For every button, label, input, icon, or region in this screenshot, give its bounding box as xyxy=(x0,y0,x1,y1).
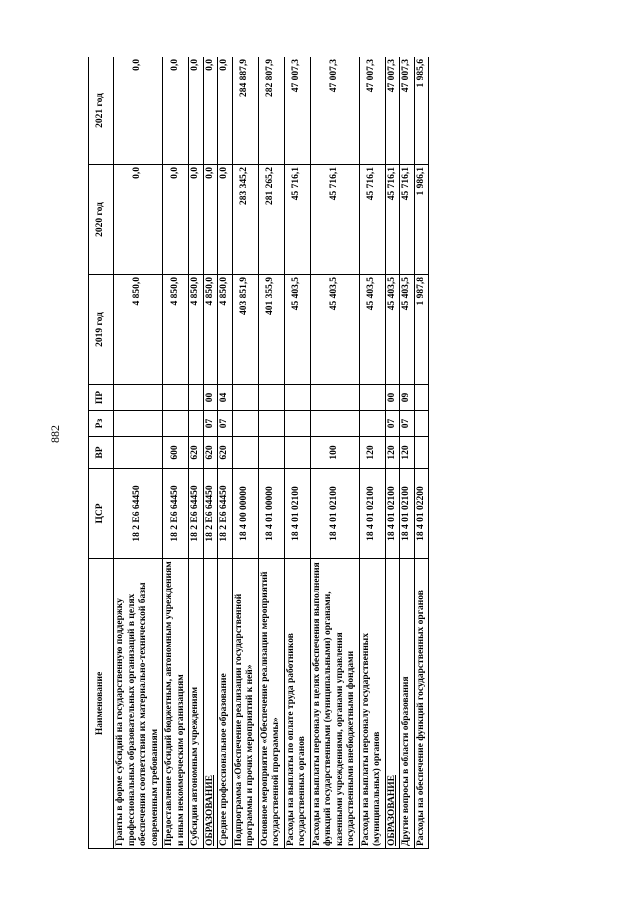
row-2020-cell: 0,0 xyxy=(163,165,189,275)
row-csr-cell: 18 2 E6 64450 xyxy=(203,469,218,559)
table-row xyxy=(414,57,429,849)
row-2021-cell: 282 807,9 xyxy=(258,57,284,165)
row-csr-cell: 18 4 00 00000 xyxy=(232,469,258,559)
header-rz: Рз xyxy=(89,411,114,437)
row-2020-cell: 0,0 xyxy=(218,165,233,275)
row-vr-cell xyxy=(232,437,258,469)
row-csr-cell: 18 4 01 02100 xyxy=(400,469,415,559)
row-rz-cell xyxy=(114,411,163,437)
row-2021-cell: 47 007,3 xyxy=(400,57,415,165)
row-2019-cell: 45 403,5 xyxy=(359,275,385,385)
row-pr-cell xyxy=(232,385,258,411)
row-rz-cell xyxy=(310,411,359,437)
header-2019: 2019 год xyxy=(89,275,114,385)
row-2021-cell: 0,0 xyxy=(114,57,163,165)
row-2020-cell: 45 716,1 xyxy=(284,165,310,275)
row-2020-cell: 1 986,1 xyxy=(414,165,429,275)
row-2020-cell: 45 716,1 xyxy=(400,165,415,275)
table-row xyxy=(400,57,415,849)
row-pr-cell xyxy=(114,385,163,411)
row-name-cell: Расходы на выплаты по оплате труда работников государственных органов xyxy=(284,559,310,849)
table-row xyxy=(310,57,359,849)
row-2020-cell: 0,0 xyxy=(203,165,218,275)
row-rz-cell xyxy=(414,411,429,437)
row-2021-cell: 47 007,3 xyxy=(310,57,359,165)
row-rz-cell xyxy=(189,411,204,437)
row-name-cell: ОБРАЗОВАНИЕ xyxy=(203,559,218,849)
row-2019-cell: 4 850,0 xyxy=(203,275,218,385)
row-pr-cell xyxy=(359,385,385,411)
row-name-cell: Расходы на обеспечение функций государственных органов xyxy=(414,559,429,849)
row-2021-cell: 0,0 xyxy=(203,57,218,165)
row-2019-cell: 4 850,0 xyxy=(114,275,163,385)
header-vr: ВР xyxy=(89,437,114,469)
table-frame xyxy=(88,57,543,849)
row-rz-cell: 07 xyxy=(218,411,233,437)
row-pr-cell xyxy=(258,385,284,411)
header-csr: ЦСР xyxy=(89,469,114,559)
row-pr-cell xyxy=(310,385,359,411)
table-row xyxy=(359,57,385,849)
header-2021: 2021 год xyxy=(89,57,114,165)
row-csr-cell: 18 4 01 02100 xyxy=(284,469,310,559)
row-vr-cell: 120 xyxy=(385,437,400,469)
page-number: 882 xyxy=(48,425,62,443)
row-pr-cell: 00 xyxy=(385,385,400,411)
row-vr-cell xyxy=(258,437,284,469)
row-vr-cell: 620 xyxy=(189,437,204,469)
row-rz-cell xyxy=(284,411,310,437)
row-vr-cell: 100 xyxy=(310,437,359,469)
table-row xyxy=(218,57,233,849)
row-2021-cell: 0,0 xyxy=(189,57,204,165)
row-csr-cell: 18 4 01 02200 xyxy=(414,469,429,559)
row-rz-cell: 07 xyxy=(400,411,415,437)
row-csr-cell: 18 4 01 02100 xyxy=(385,469,400,559)
row-2021-cell: 47 007,3 xyxy=(359,57,385,165)
row-name-cell: ОБРАЗОВАНИЕ xyxy=(385,559,400,849)
row-name-cell: Другие вопросы в области образования xyxy=(400,559,415,849)
row-2019-cell: 4 850,0 xyxy=(163,275,189,385)
row-csr-cell: 18 2 E6 64450 xyxy=(218,469,233,559)
table-row xyxy=(163,57,189,849)
row-rz-cell: 07 xyxy=(203,411,218,437)
row-rz-cell xyxy=(163,411,189,437)
header-name: Наименование xyxy=(89,559,114,849)
row-2020-cell: 281 265,2 xyxy=(258,165,284,275)
row-name-cell: Расходы на выплаты персоналу государственных (муниципальных) органов xyxy=(359,559,385,849)
row-pr-cell xyxy=(414,385,429,411)
row-csr-cell: 18 2 E6 64450 xyxy=(189,469,204,559)
row-vr-cell: 120 xyxy=(359,437,385,469)
row-vr-cell xyxy=(114,437,163,469)
row-2019-cell: 45 403,5 xyxy=(284,275,310,385)
row-pr-cell xyxy=(284,385,310,411)
row-name-cell: Подпрограмма «Обеспечение реализации государственной программы и прочих мероприятий к ней» xyxy=(232,559,258,849)
row-2021-cell: 47 007,3 xyxy=(284,57,310,165)
header-pr: ПР xyxy=(89,385,114,411)
table-body xyxy=(114,57,429,849)
row-name-cell: Расходы на выплаты персоналу в целях обеспечения выполнения функций государственными (муниципальными) органами, казенными учреждениями, органами управления государственными внебюджетными фондами xyxy=(310,559,359,849)
row-csr-cell: 18 4 01 02100 xyxy=(310,469,359,559)
row-pr-cell xyxy=(163,385,189,411)
row-2020-cell: 0,0 xyxy=(189,165,204,275)
row-csr-cell: 18 4 01 00000 xyxy=(258,469,284,559)
row-vr-cell: 620 xyxy=(218,437,233,469)
row-vr-cell xyxy=(414,437,429,469)
header-row xyxy=(89,57,114,849)
table-row xyxy=(232,57,258,849)
row-2021-cell: 1 985,6 xyxy=(414,57,429,165)
row-2021-cell: 284 887,9 xyxy=(232,57,258,165)
row-2019-cell: 45 403,5 xyxy=(400,275,415,385)
row-name-cell: Основное мероприятие «Обеспечение реализации мероприятий государственной программы» xyxy=(258,559,284,849)
row-2020-cell: 45 716,1 xyxy=(359,165,385,275)
row-2019-cell: 1 987,8 xyxy=(414,275,429,385)
row-csr-cell: 18 2 E6 64450 xyxy=(163,469,189,559)
table-row xyxy=(385,57,400,849)
budget-table xyxy=(88,57,429,849)
row-2020-cell: 283 345,2 xyxy=(232,165,258,275)
row-pr-cell: 00 xyxy=(203,385,218,411)
table-row xyxy=(203,57,218,849)
row-2021-cell: 0,0 xyxy=(218,57,233,165)
row-2020-cell: 45 716,1 xyxy=(310,165,359,275)
row-2019-cell: 403 851,9 xyxy=(232,275,258,385)
table-row xyxy=(284,57,310,849)
row-pr-cell: 04 xyxy=(218,385,233,411)
row-2021-cell: 0,0 xyxy=(163,57,189,165)
row-name-cell: Среднее профессиональное образование xyxy=(218,559,233,849)
row-pr-cell xyxy=(189,385,204,411)
rotated-table-container xyxy=(88,57,543,849)
row-pr-cell: 09 xyxy=(400,385,415,411)
row-2019-cell: 45 403,5 xyxy=(385,275,400,385)
table-row xyxy=(189,57,204,849)
row-rz-cell xyxy=(258,411,284,437)
row-vr-cell xyxy=(284,437,310,469)
header-2020: 2020 год xyxy=(89,165,114,275)
row-rz-cell xyxy=(232,411,258,437)
row-2020-cell: 45 716,1 xyxy=(385,165,400,275)
row-name-cell: Предоставление субсидий бюджетным, автономным учреждениям и иным некоммерческим организациям xyxy=(163,559,189,849)
row-2019-cell: 45 403,5 xyxy=(310,275,359,385)
row-rz-cell: 07 xyxy=(385,411,400,437)
row-2021-cell: 47 007,3 xyxy=(385,57,400,165)
row-2019-cell: 4 850,0 xyxy=(218,275,233,385)
table-row xyxy=(258,57,284,849)
row-name-cell: Субсидии автономным учреждениям xyxy=(189,559,204,849)
row-2020-cell: 0,0 xyxy=(114,165,163,275)
row-csr-cell: 18 4 01 02100 xyxy=(359,469,385,559)
row-csr-cell: 18 2 E6 64450 xyxy=(114,469,163,559)
row-2019-cell: 4 850,0 xyxy=(189,275,204,385)
row-vr-cell: 620 xyxy=(203,437,218,469)
row-rz-cell xyxy=(359,411,385,437)
row-2019-cell: 401 355,9 xyxy=(258,275,284,385)
row-vr-cell: 120 xyxy=(400,437,415,469)
row-vr-cell: 600 xyxy=(163,437,189,469)
row-name-cell: Гранты в форме субсидий на государственную поддержку профессиональных образовательных организаций в целях обеспечения соответствия их материально-технической базы современным требованиям xyxy=(114,559,163,849)
table-row xyxy=(114,57,163,849)
